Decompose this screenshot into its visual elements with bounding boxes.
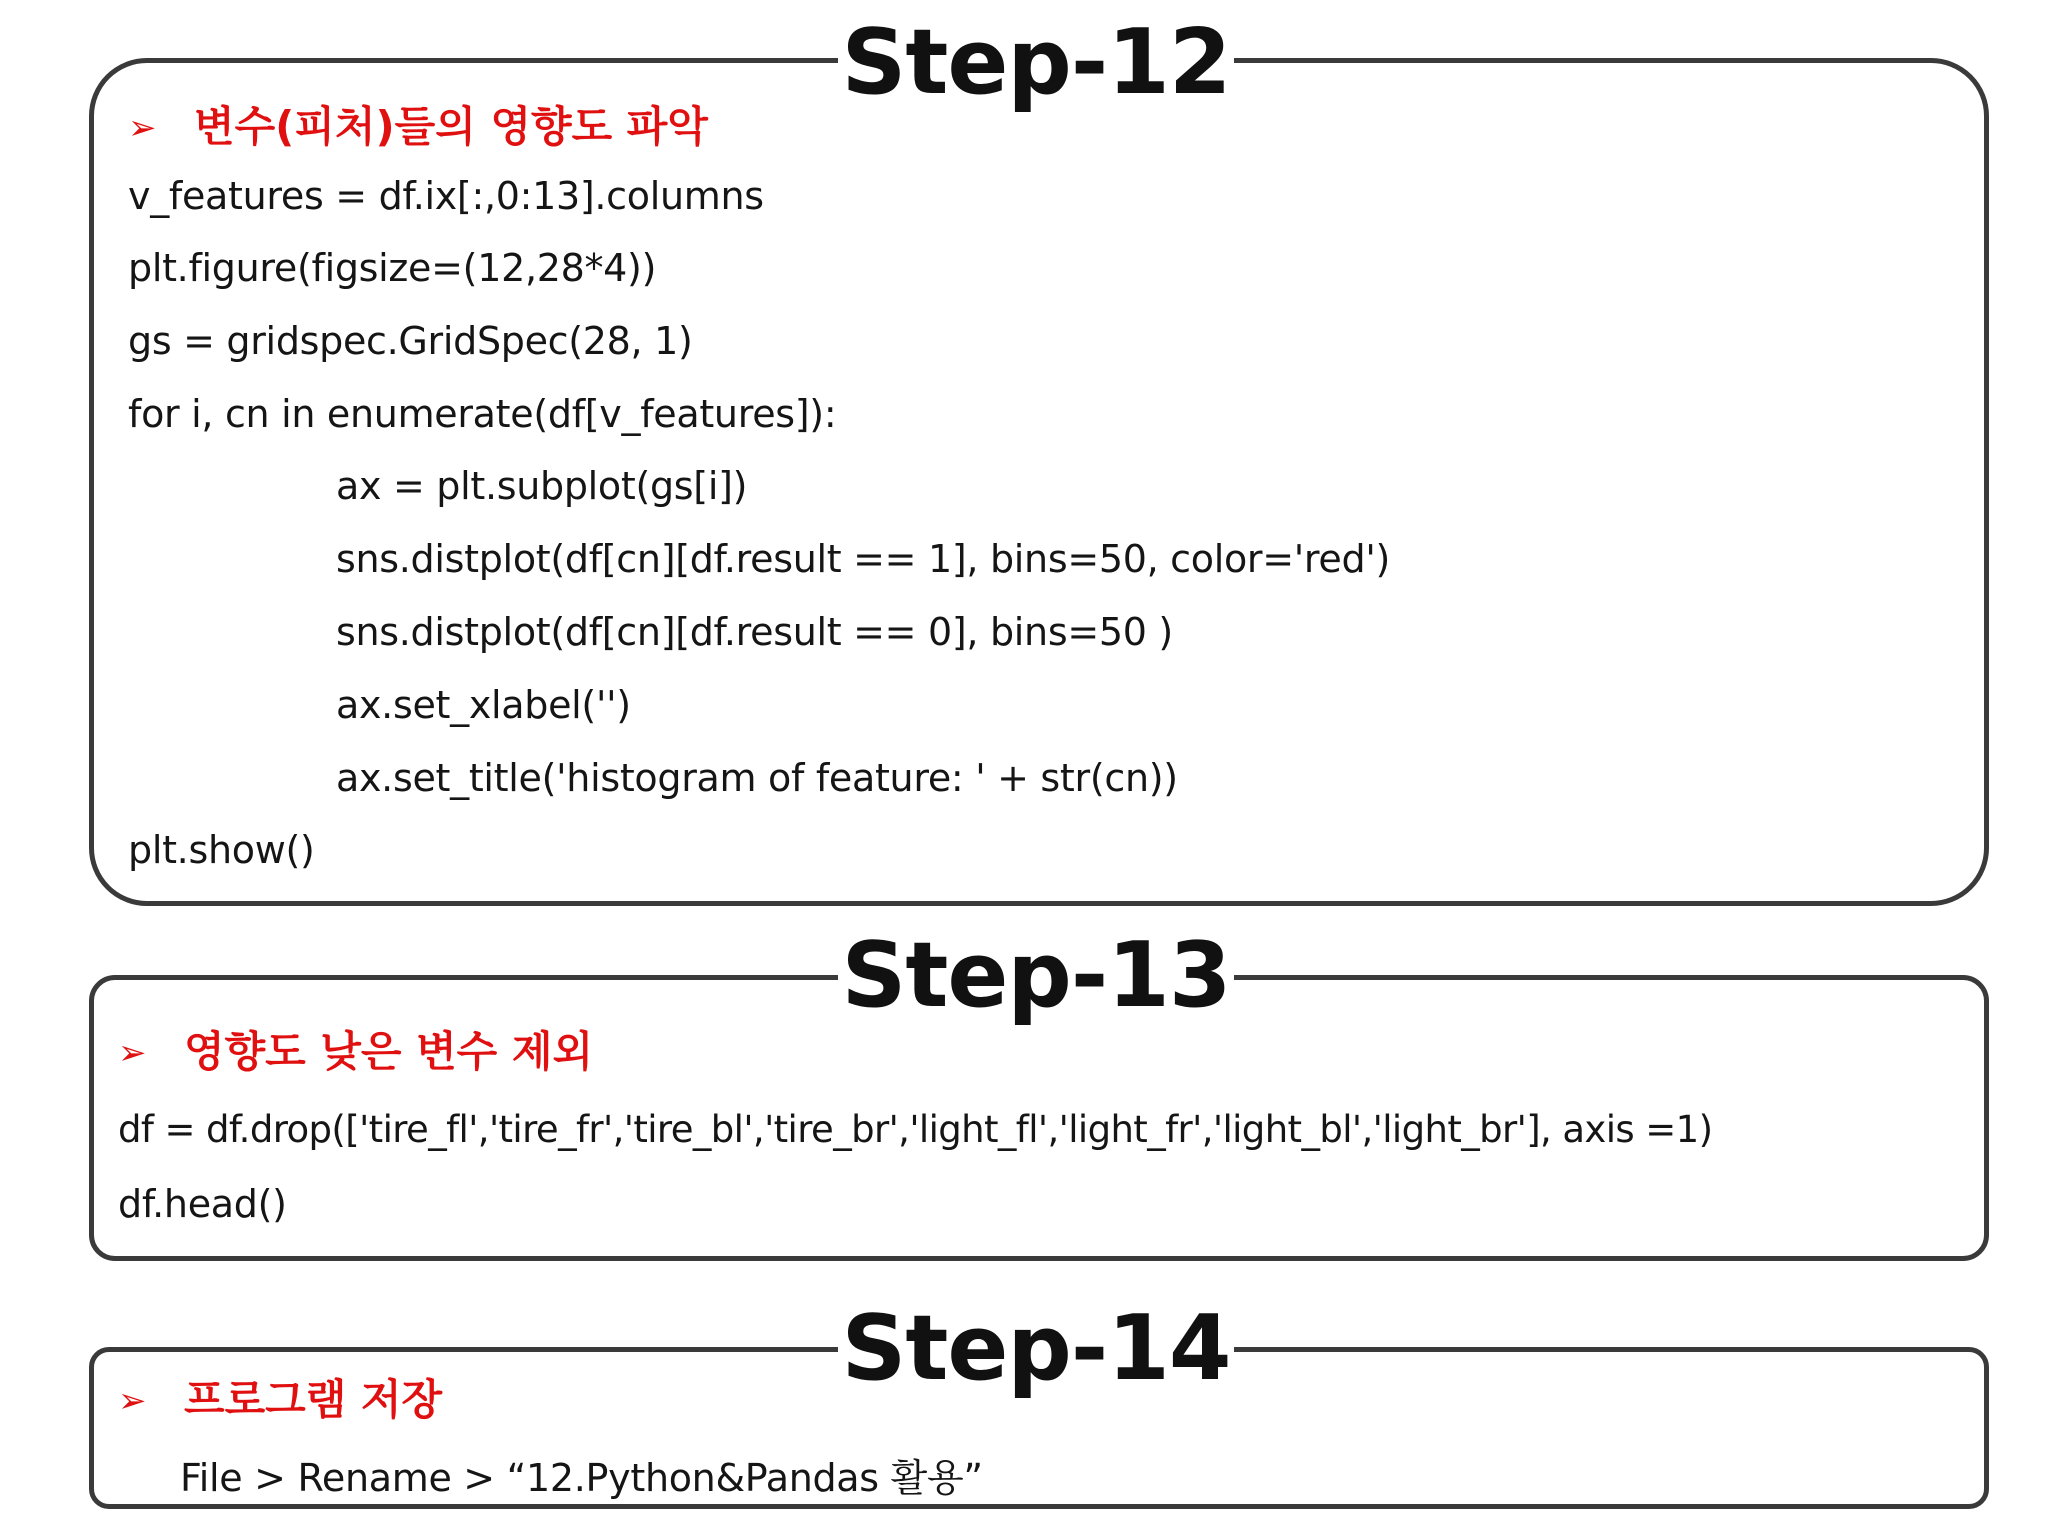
step-13-title: Step-13 [838, 921, 1234, 1031]
step-12-heading-text: 변수(피처)들의 영향도 파악 [194, 102, 708, 151]
step-13-heading-text: 영향도 낮은 변수 제외 [184, 1027, 594, 1076]
code-line: for i, cn in enumerate(df[v_features]): [128, 392, 837, 436]
code-line: ax.set_xlabel('') [336, 683, 631, 727]
step-12-title: Step-12 [838, 8, 1234, 118]
step-14-heading-text: 프로그램 저장 [184, 1375, 443, 1424]
arrowhead-bullet-icon: ➢ [118, 1033, 147, 1073]
code-line: File > Rename > “12.Python&Pandas 활용” [180, 1456, 983, 1500]
step-13-heading [118, 1024, 593, 1081]
arrowhead-bullet-icon: ➢ [118, 1381, 147, 1421]
code-line: plt.show() [128, 828, 315, 872]
code-line: df = df.drop(['tire_fl','tire_fr','tire_bl','tire_br','light_fl','light_fr','light_bl','light_br'], axis =1) [118, 1108, 1713, 1151]
code-line: gs = gridspec.GridSpec(28, 1) [128, 319, 693, 363]
code-line: sns.distplot(df[cn][df.result == 0], bins=50 ) [336, 610, 1173, 654]
step-14-heading [118, 1372, 442, 1429]
arrowhead-bullet-icon: ➢ [128, 108, 157, 148]
code-line: sns.distplot(df[cn][df.result == 1], bins=50, color='red') [336, 537, 1390, 581]
code-line: ax.set_title('histogram of feature: ' + str(cn)) [336, 756, 1178, 800]
code-line: plt.figure(figsize=(12,28*4)) [128, 246, 657, 290]
code-line: ax = plt.subplot(gs[i]) [336, 464, 748, 508]
code-line: v_features = df.ix[:,0:13].columns [128, 174, 764, 218]
code-line: df.head() [118, 1182, 287, 1226]
step-12-heading [128, 99, 708, 156]
step-14-title: Step-14 [838, 1294, 1234, 1404]
